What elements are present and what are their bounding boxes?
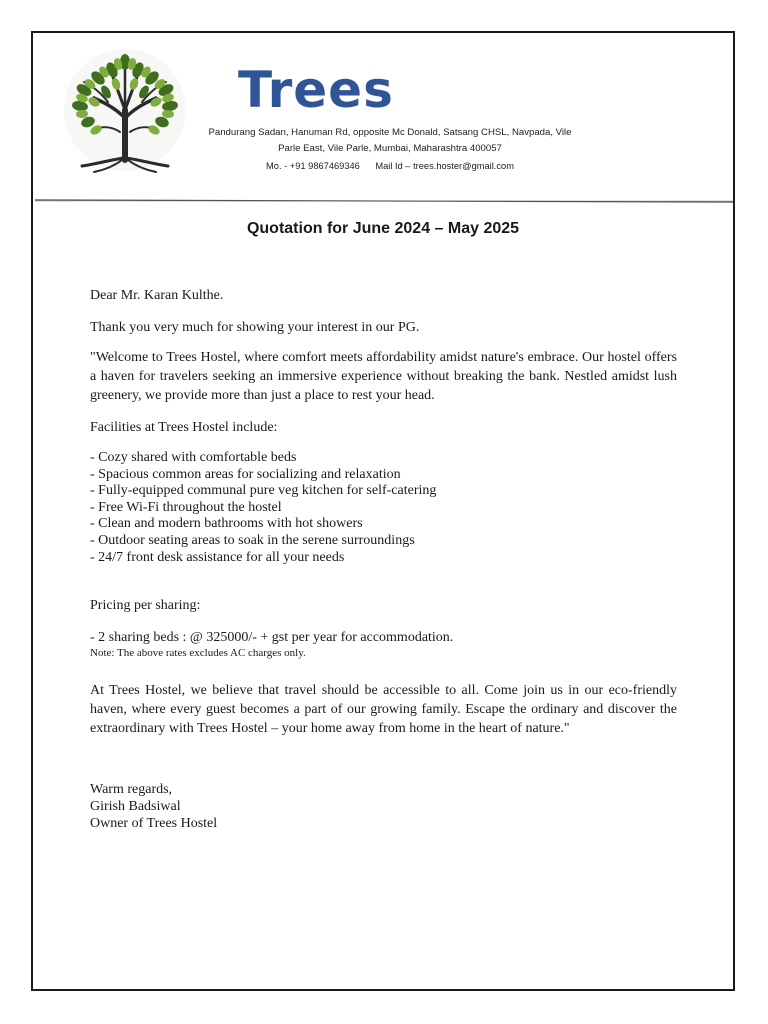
signature-block (90, 781, 217, 832)
list-item: - Free Wi-Fi throughout the hostel (90, 499, 282, 515)
quotation-title: Quotation for June 2024 – May 2025 (246, 220, 520, 237)
header-divider (35, 199, 733, 203)
facilities-heading: Facilities at Trees Hostel include: (90, 420, 278, 435)
list-item: - Cozy shared with comfortable beds (90, 450, 297, 465)
tree-logo-icon (60, 48, 190, 176)
list-item: - Outdoor seating areas to soak in the serene surroundings (90, 532, 415, 548)
contact-details: Mo. - +91 9867469346 Mail Id – trees.hoster@gmail.com (266, 161, 514, 171)
list-item: - Fully-equipped communal pure veg kitchen for self-catering (90, 483, 437, 499)
brand-name: Trees (238, 61, 394, 119)
signature-regards: Warm regards, (90, 782, 173, 797)
signature-role: Owner of Trees Hostel (90, 816, 218, 831)
hostel-address: Pandurang Sadan, Hanuman Rd, opposite Mc Donald, Satsang CHSL, Navpada, Vile Parle East, Vile Parle, Mumbai, Maharashtra 400057 (208, 127, 572, 154)
thanks-paragraph: Thank you very much for showing your interest in our PG. (90, 320, 420, 335)
signature-name: Girish Badsiwal (90, 799, 181, 814)
pricing-heading: Pricing per sharing: (90, 598, 201, 613)
closing-paragraph: At Trees Hostel, we believe that travel should be accessible to all. Come join us in our eco-friendly haven, where every guest becomes a part of our growing family. Escape the ordinary and discover the extraordinary with Trees Hostel – your home away from home in the heart of nature." (90, 683, 677, 736)
intro-paragraph: "Welcome to Trees Hostel, where comfort meets affordability amidst nature's embrace. Our hostel offers a haven for travelers seeking an immersive experience without breaking the bank. Nestled amidst lush greenery, we provide more than just a place to rest your head. (90, 350, 677, 403)
salutation: Dear Mr. Karan Kulthe. (90, 288, 224, 303)
list-item: - Spacious common areas for socializing and relaxation (90, 466, 401, 482)
pricing-note: Note: The above rates excludes AC charges only. (90, 647, 306, 659)
list-item: - Clean and modern bathrooms with hot showers (90, 516, 363, 532)
facilities-list (90, 450, 436, 566)
list-item: - 24/7 front desk assistance for all your needs (90, 549, 345, 565)
pricing-line: - 2 sharing beds : @ 325000/- + gst per year for accommodation. (90, 630, 454, 645)
